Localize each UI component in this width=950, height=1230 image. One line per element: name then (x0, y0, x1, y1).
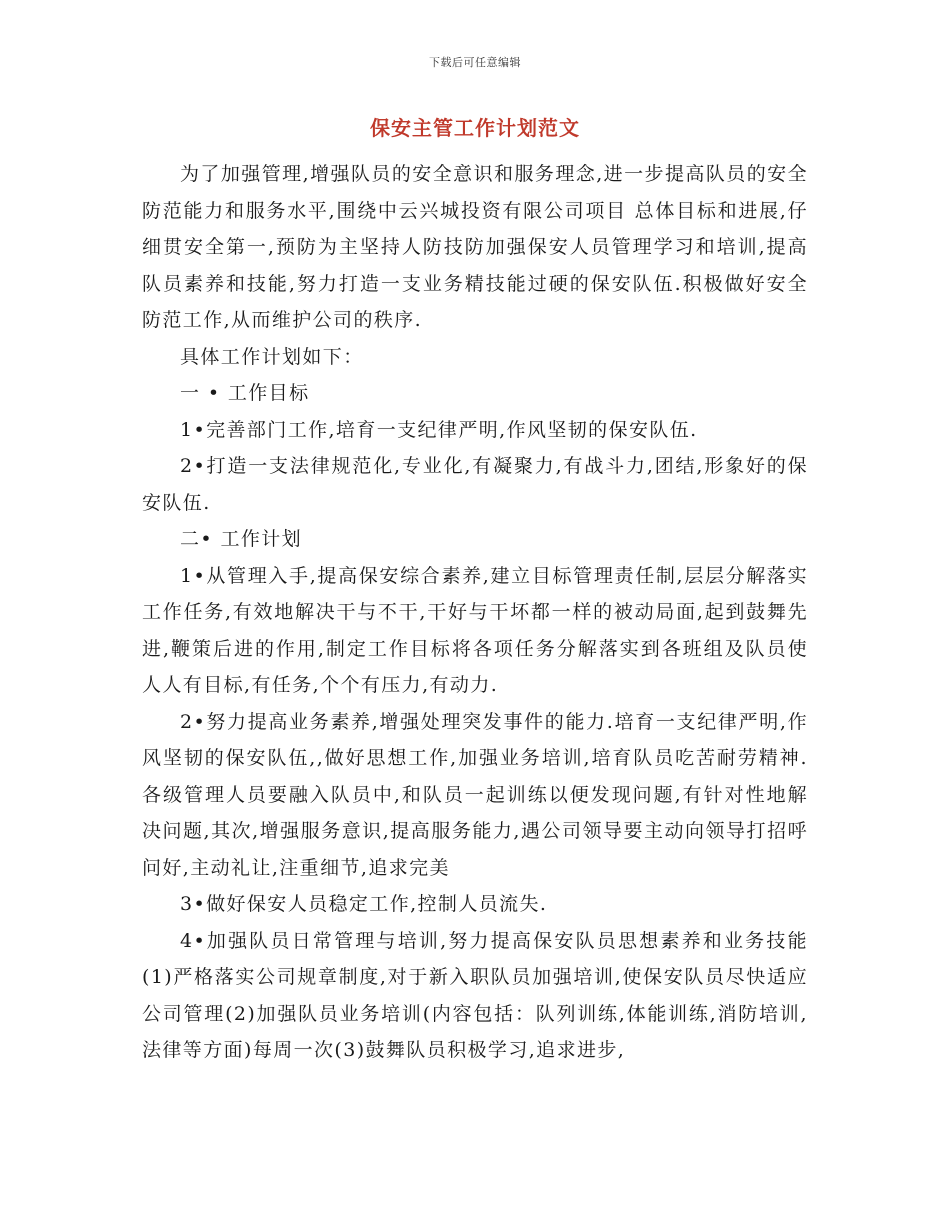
goal-item-1: 1•完善部门工作,培育一支纪律严明,作风坚韧的保安队伍. (180, 418, 698, 441)
paragraph-intro: 为了加强管理,增强队员的安全意识和服务理念,进一步提高队员的安全防范能力和服务水平,围绕中云兴城投资有限公司项目 总体目标和进展,仔细贯安全第一,预防为主坚持人防技防加强保安人员管理学习和培训,提高队员素养和技能,努力打造一支业务精技能过硬的保安队伍.积极做好安全防范工作,从而维护公司的秩序. (142, 163, 808, 331)
plan-item-1: 1•从管理入手,提高保安综合素养,建立目标管理责任制,层层分解落实工作任务,有效地解决干与不干,干好与干坏都一样的被动局面,起到鼓舞先进,鞭策后进的作用,制定工作目标将各项任务分解落实到各班组及队员使人人有目标,有任务,个个有压力,有动力. (142, 564, 808, 696)
goal-item-2: 2•打造一支法律规范化,专业化,有凝聚力,有战斗力,团结,形象好的保安队伍. (142, 455, 808, 514)
section-heading-goals: 一 • 工作目标 (180, 382, 310, 404)
plan-item-4: 4•加强队员日常管理与培训,努力提高保安队员思想素养和业务技能(1)严格落实公司规章制度,对于新入职队员加强培训,使保安队员尽快适应公司管理(2)加强队员业务培训(内容包括：队列训练,体能训练,消防培训,法律等方面)每周一次(3)鼓舞队员积极学习,追求进步, (142, 929, 808, 1061)
plan-item-3: 3•做好保安人员稳定工作,控制人员流失. (180, 893, 548, 915)
paragraph-plan-lead: 具体工作计划如下： (180, 345, 364, 368)
document-title: 保安主管工作计划范文 (370, 116, 580, 140)
plan-item-2: 2•努力提高业务素养,增强处理突发事件的能力.培育一支纪律严明,作风坚韧的保安队伍,,做好思想工作,加强业务培训,培育队员吃苦耐劳精神.各级管理人员要融入队员中,和队员一起训练以便发现问题,有针对性地解决问题,其次,增强服务意识,提高服务能力,遇公司领导要主动向领导打招呼问好,主动礼让,注重细节,追求完美 (142, 710, 808, 879)
section-heading-plan: 二• 工作计划 (180, 528, 303, 550)
document-body (142, 156, 808, 1069)
page-header-note: 下载后可任意编辑 (429, 56, 521, 69)
